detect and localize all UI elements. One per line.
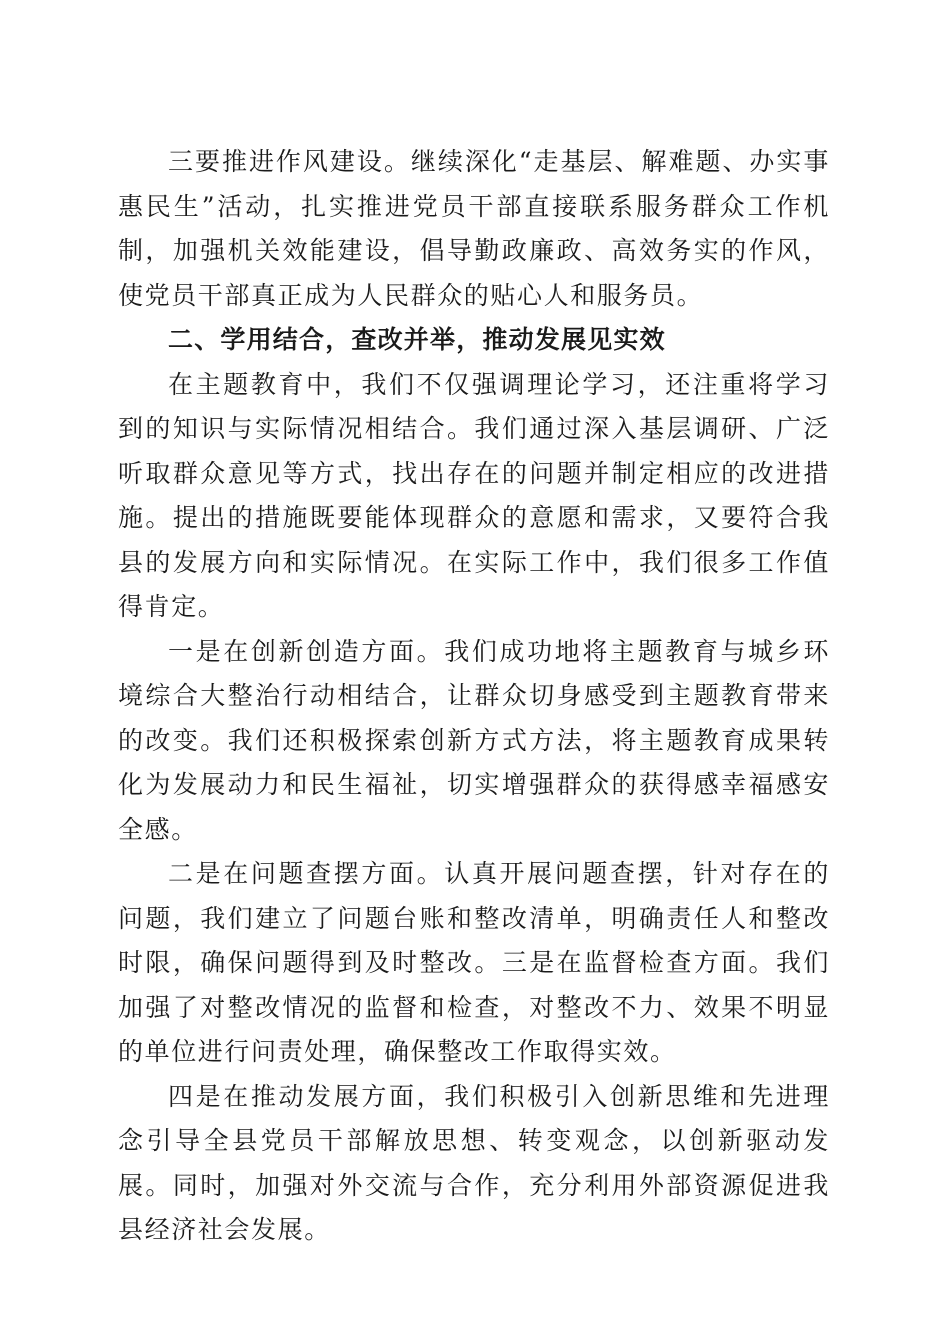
paragraph-intro (118, 363, 830, 630)
paragraph-innovation (118, 630, 830, 853)
paragraph-work-style (118, 140, 830, 318)
paragraph-lead: 四是在推动发展方面， (168, 1081, 445, 1111)
paragraph-development (118, 1075, 830, 1253)
section-heading: 二、学用结合，查改并举，推动发展见实效 (168, 325, 666, 354)
paragraph-lead: 三要推进作风建设。 (168, 147, 411, 176)
document-page (118, 140, 830, 1253)
paragraph-problem-review (118, 852, 830, 1075)
paragraph-text: 我们成功地将主题教育与城乡环境综合大整治行动相结合，让群众切身感受到主题教育带来的改变。我们还积极探索创新方式方法，将主题教育成果转化为发展动力和民生福祉，切实增强群众的获得感幸福感安全感。 (118, 636, 830, 844)
paragraph-lead: 二是在问题查摆方面。 (168, 859, 445, 888)
paragraph-text: 继续深化“走基层、解难题、办实事惠民生”活动，扎实推进党员干部直接联系服务群众工作机制，加强机关效能建设，倡导勤政廉政、高效务实的作风，使党员干部真正成为人民群众的贴心人和服务员。 (118, 147, 830, 310)
paragraph-text: 我们积极引入创新思维和先进理念引导全县党员干部解放思想、转变观念，以创新驱动发展。同时，加强对外交流与合作，充分利用外部资源促进我县经济社会发展。 (118, 1081, 830, 1244)
paragraph-text: 认真开展问题查摆，针对存在的问题，我们建立了问题台账和整改清单，明确责任人和整改时限，确保问题得到及时整改。三是在监督检查方面。我们加强了对整改情况的监督和检查，对整改不力、效果不明显的单位进行问责处理，确保整改工作取得实效。 (118, 859, 830, 1066)
paragraph-text: 在主题教育中，我们不仅强调理论学习，还注重将学习到的知识与实际情况相结合。我们通过深入基层调研、广泛听取群众意见等方式，找出存在的问题并制定相应的改进措施。提出的措施既要能体现群众的意愿和需求，又要符合我县的发展方向和实际情况。在实际工作中，我们很多工作值得肯定。 (118, 369, 830, 621)
paragraph-lead: 一是在创新创造方面。 (168, 636, 445, 666)
